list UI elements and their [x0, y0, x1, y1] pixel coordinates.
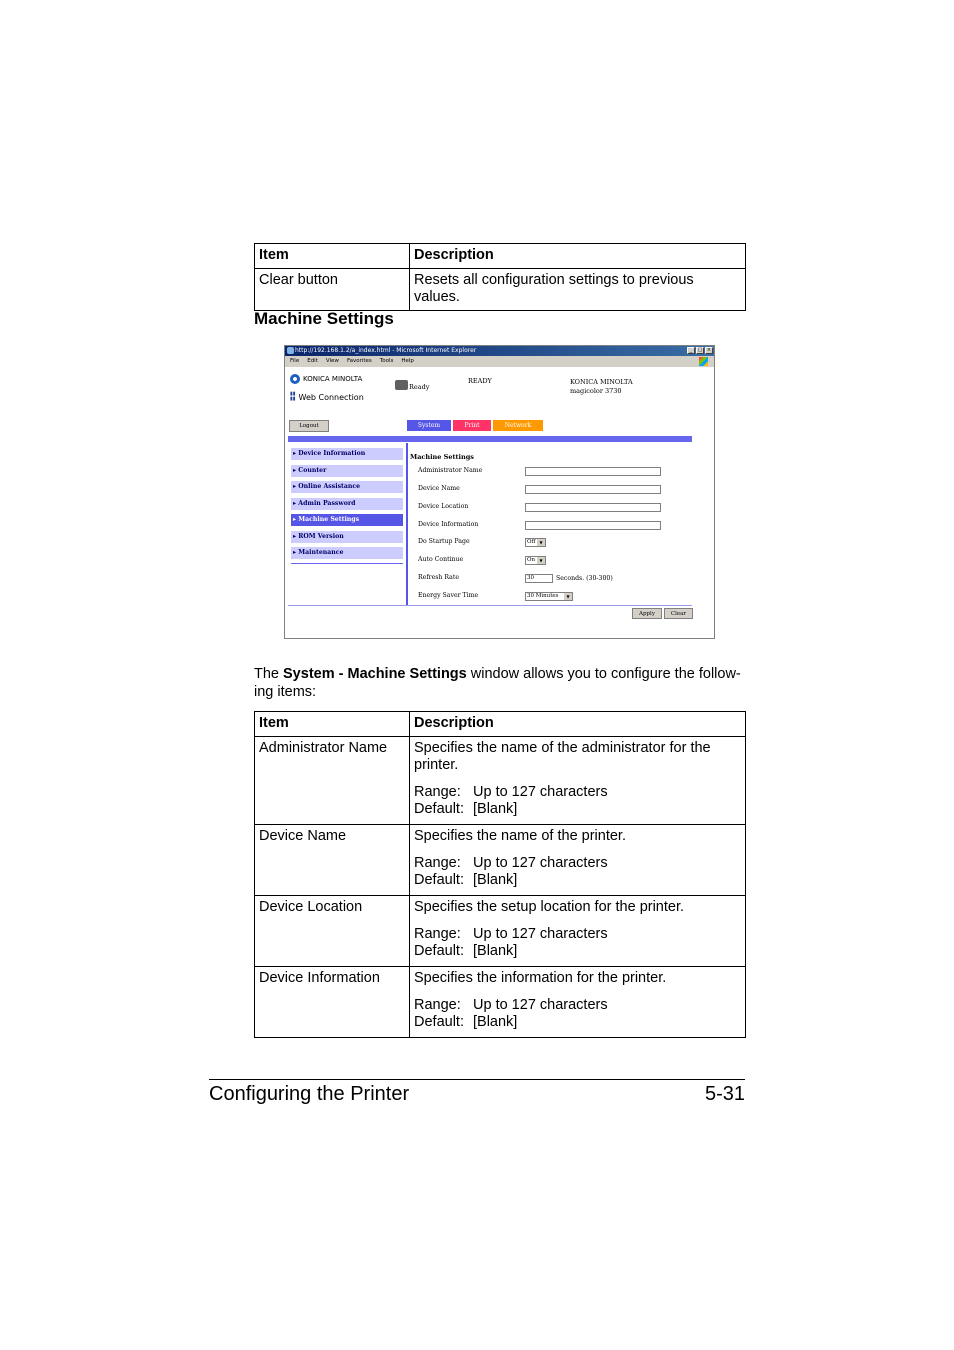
sidebar-item-label: Machine Settings	[298, 516, 360, 523]
table-row	[255, 896, 746, 967]
default-label: Default:	[414, 943, 464, 959]
windows-logo-icon	[699, 357, 708, 366]
column-header-description: Description	[410, 244, 746, 269]
section-title: Machine Settings	[254, 309, 394, 328]
sidebar-item-admin-password[interactable]: ▸ Admin Password	[291, 498, 403, 510]
minimize-icon[interactable]: _	[687, 347, 695, 354]
logout-button[interactable]: Logout	[289, 420, 329, 432]
refresh-rate-unit: Seconds. (30-300)	[556, 575, 613, 582]
menu-bar	[285, 356, 714, 367]
default-label: Default:	[414, 872, 464, 888]
sidebar-item-label: Counter	[298, 466, 327, 474]
window-title: http://192.168.1.2/a_index.html - Microsoft Internet Explorer	[295, 347, 477, 354]
form-title: Machine Settings	[410, 453, 474, 461]
column-header-description: Description	[410, 712, 746, 737]
browser-screenshot	[284, 345, 715, 639]
menu-edit[interactable]: Edit	[307, 358, 318, 364]
default-line	[414, 801, 741, 818]
auto-continue-label: Auto Continue	[418, 556, 464, 563]
description-cell	[410, 825, 746, 896]
default-value: [Blank]	[473, 1014, 518, 1030]
description-cell	[410, 967, 746, 1038]
default-value: [Blank]	[473, 943, 518, 959]
chevron-down-icon: ▼	[564, 593, 572, 600]
page-number: 5-31	[704, 1083, 745, 1105]
sidebar-item-label: Admin Password	[298, 499, 356, 507]
apply-button[interactable]: Apply	[632, 608, 662, 619]
refresh-rate-input[interactable]: 30	[525, 574, 553, 583]
default-line	[414, 872, 741, 889]
device-information-label: Device Information	[418, 521, 479, 528]
intro-paragraph	[254, 665, 746, 701]
menu-tools[interactable]: Tools	[379, 358, 394, 364]
table-row	[255, 737, 746, 825]
content-divider	[406, 443, 408, 605]
sidebar-item-label: ROM Version	[298, 532, 344, 540]
column-header-item: Item	[255, 244, 410, 269]
window-title-bar	[285, 346, 714, 356]
printer-state: Ready	[409, 383, 430, 391]
sidebar-item-device-information[interactable]: ▸ Device Information	[291, 448, 403, 460]
header-divider	[288, 436, 692, 442]
intro-pre: The	[254, 666, 284, 682]
web-connection-text: Web Connection	[298, 392, 364, 402]
description-text: Specifies the name of the administrator for the printer.	[414, 740, 711, 773]
range-label: Range:	[414, 855, 461, 871]
sidebar-item-online-assistance[interactable]: ▸ Online Assistance	[291, 481, 403, 493]
sidebar-item-label: Maintenance	[298, 549, 344, 556]
range-label: Range:	[414, 784, 461, 800]
form-bottom-divider	[288, 605, 692, 606]
menu-favorites[interactable]: Favorites	[346, 358, 372, 364]
footer-chapter-title: Configuring the Printer	[209, 1083, 410, 1105]
default-label: Default:	[414, 801, 464, 817]
model-name: magicolor 3730	[570, 387, 622, 395]
description-cell	[410, 737, 746, 825]
brand-logo-text: KONICA MINOLTA	[303, 375, 363, 383]
sidebar-item-maintenance[interactable]: ▸ Maintenance	[291, 547, 403, 559]
item-cell: Administrator Name	[255, 737, 410, 825]
close-icon[interactable]: ×	[706, 347, 712, 353]
sidebar-divider	[291, 563, 403, 564]
description-cell	[410, 896, 746, 967]
energy-saver-value: 30 Minutes	[527, 593, 559, 599]
sidebar-item-rom-version[interactable]: ▸ ROM Version	[291, 531, 403, 543]
konica-minolta-logo-icon	[290, 374, 300, 384]
tab-system[interactable]: System	[407, 420, 451, 431]
menu-view[interactable]: View	[325, 358, 339, 364]
ie-icon	[287, 347, 294, 354]
startup-page-value: Off	[527, 539, 536, 545]
table-row	[255, 269, 746, 311]
default-line	[414, 1014, 741, 1031]
intro-bold: System - Machine Settings	[283, 666, 467, 682]
chevron-down-icon: ▼	[537, 539, 545, 546]
admin-name-label: Administrator Name	[418, 467, 483, 474]
tab-network[interactable]: Network	[493, 420, 543, 431]
admin-name-input[interactable]	[525, 467, 661, 476]
default-line	[414, 943, 741, 960]
clear-button[interactable]: Clear	[664, 608, 693, 619]
menu-help[interactable]: Help	[401, 358, 414, 364]
web-connection-logo	[290, 392, 364, 402]
maximize-icon[interactable]: □	[697, 347, 703, 353]
printer-icon	[395, 380, 408, 390]
table-row	[255, 967, 746, 1038]
clear-button-table	[254, 243, 746, 311]
device-location-label: Device Location	[418, 503, 469, 510]
range-line	[414, 997, 741, 1014]
model-brand: KONICA MINOLTA	[570, 378, 633, 386]
range-line	[414, 926, 741, 943]
printer-status: READY	[468, 377, 492, 385]
sidebar-nav	[291, 448, 403, 564]
device-name-label: Device Name	[418, 485, 460, 492]
pagescope-logo-icon: ▮▮ ▮▮	[290, 391, 296, 402]
footer-rule	[209, 1079, 745, 1080]
range-value: Up to 127 characters	[473, 997, 608, 1013]
window-controls	[687, 347, 713, 354]
range-value: Up to 127 characters	[473, 784, 608, 800]
auto-continue-value: On	[527, 557, 536, 563]
range-label: Range:	[414, 926, 461, 942]
chevron-down-icon: ▼	[537, 557, 545, 564]
table-row	[255, 825, 746, 896]
machine-settings-table	[254, 711, 746, 1038]
device-information-input[interactable]	[525, 521, 661, 530]
auto-continue-select[interactable]	[525, 556, 546, 565]
device-location-input[interactable]	[525, 503, 661, 512]
column-header-item: Item	[255, 712, 410, 737]
item-cell: Device Name	[255, 825, 410, 896]
energy-saver-label: Energy Saver Time	[418, 592, 479, 599]
sidebar-item-label: Online Assistance	[298, 483, 361, 490]
energy-saver-select[interactable]	[525, 592, 573, 601]
default-label: Default:	[414, 1014, 464, 1030]
tab-print[interactable]: Print	[453, 420, 491, 431]
description-text: Specifies the information for the printer.	[414, 970, 667, 986]
default-value: [Blank]	[473, 872, 518, 888]
refresh-rate-label: Refresh Rate	[418, 574, 459, 581]
table-header-row	[255, 712, 746, 737]
description-cell: Resets all configuration settings to previous values.	[410, 269, 746, 311]
printer-model	[570, 378, 633, 396]
range-line	[414, 784, 741, 801]
brand-logo	[290, 374, 362, 384]
intro-post: window allows you to configure the follow-ing items:	[254, 666, 741, 700]
range-label: Range:	[414, 997, 461, 1013]
item-cell: Device Information	[255, 967, 410, 1038]
item-cell: Clear button	[255, 269, 410, 311]
device-name-input[interactable]	[525, 485, 661, 494]
menu-file[interactable]: File	[290, 358, 300, 364]
range-value: Up to 127 characters	[473, 926, 608, 942]
sidebar-item-counter[interactable]: ▸ Counter	[291, 465, 403, 477]
range-value: Up to 127 characters	[473, 855, 608, 871]
item-cell: Device Location	[255, 896, 410, 967]
startup-page-select[interactable]	[525, 538, 546, 547]
description-text: Specifies the setup location for the printer.	[414, 899, 685, 915]
tab-bar	[407, 420, 543, 431]
startup-page-label: Do Startup Page	[418, 538, 470, 545]
range-line	[414, 855, 741, 872]
description-text: Specifies the name of the printer.	[414, 828, 626, 844]
sidebar-item-label: Device Information	[298, 450, 366, 457]
sidebar-item-machine-settings[interactable]: ▸ Machine Settings	[291, 514, 403, 526]
table-header-row	[255, 244, 746, 269]
default-value: [Blank]	[473, 801, 518, 817]
